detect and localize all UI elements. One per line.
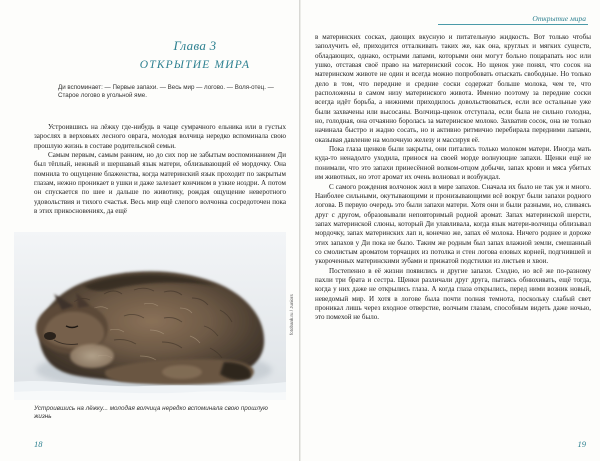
- paragraph: в материнских сосках, дающих вкусную и питательную жидкость. Вот только чтобы заполучить её, приходится отталкивать таких же, как она, круглых и мягких существ, обладающих, однако, острыми лапами, которыми они могут больно поцарапать нос или ушко, отставая своё право на материнский сосок. Но щенок уже понял, что сосок на материнском животе не один и всегда можно попробовать отыскать свободные. Но только дело в том, что передние и средние соски содержат больше молока, чем те, что расположены в самом низу материнского живота. Именно поэтому за передние соски всегда идёт борьба, а нижними приходилось довольствоваться, если все остальные уже были захвачены или высосаны. Волчица-щенок отступала, если была не сильно голодна, но, голодная, она отчаянно боролась за материнское молоко. Захватив сосок, она не только начинала быстро и жадно сосать, но и активно ритмично перебирала передними лапами, оказывая давление на молочную железу и массируя её.: [315, 33, 591, 144]
- right-page: [300, 0, 600, 461]
- wolf-photo: [14, 232, 286, 400]
- page-number-left: 18: [34, 439, 43, 449]
- chapter-number: Глава 3: [173, 38, 217, 53]
- paragraph: Постепенно в её жизни появились и другие запахи. Сходно, но всё же по-разному пахли три брата и сестра. Щенки различали друг друга, пытаясь обнюхивать, ещё тогда, когда у них даже не открылись глаза. А когда глаза открылись, перед ними возник новый, неведомый мир. И хотя в логове была почти полная темнота, поскольку слабый свет проникал лишь через входное отверстие, волчьим глазам, способным видеть даже ночью, это помехой не было.: [315, 266, 591, 322]
- running-head-text: Открытие мира: [532, 14, 586, 23]
- photo-credit: fotobank.ru / Juniors: [289, 294, 294, 335]
- paragraph: С самого рождения волчонок жил в мире запахов. Сначала их было не так уж и много. Наиболее сильными, окутывающими и пронизывающими всё вокруг были запахи родного логова. В первую очередь это были запахи матери. Хотя они и были разными, но, сливаясь друг с другом, образовывали неповторимый родной аромат. Запах материнской шерсти, запах материнской слюны, который Ди улавливала, когда язык матери-волчицы облизывал мордочку, запах материнских лап и, конечно же, запах её молока. Ничего роднее и дороже этих запахов у Ди пока не было. Таким же родным был запах влажной земли, смешанный со смолистым ароматом торчащих из потолка и стен логова еловых корней, подгнившей и укороченных материнскими зубами и прижатой подстилки из листьев и хвои.: [315, 182, 591, 266]
- paragraph: Пока глаза щенков были закрыты, они питались только молоком матери. Иногда мать куда-то ненадолго уходила, принося на своей морде волнующие запахи. Щенки ещё не понимали, что это запахи принесённой волком-отцом добычи, запах крови и мяса убитых им животных, но этот аромат их очень волновал и возбуждал.: [315, 145, 591, 182]
- paragraph: Устроившись на лёжку где-нибудь в чаще сумрачного ельника или в густых зарослях в верховьях лесного оврага, молодая волчица нередко вспоминала свою прошлую жизнь в составе родительской семьи.: [34, 123, 286, 150]
- left-body-text: [34, 123, 286, 216]
- chapter-heading: [105, 38, 285, 71]
- chapter-title: ОТКРЫТИЕ МИРА: [139, 59, 251, 71]
- photo-caption: Устроившись на лёжку... молодая волчица нередко вспоминала свою прошлую жизнь: [34, 405, 268, 421]
- right-body-text: [315, 33, 591, 323]
- chapter-epigraph: Ди вспоминает: — Первые запахи. — Весь мир — логово. — Воля-отец. — Старое логово в угольной яме.: [58, 84, 274, 100]
- paragraph: Самым первым, самым ранним, но до сих пор не забытым воспоминанием Ди был тёплый, нежный и шершавый язык матери, облизывающий её мордочку. Она помнила то ощущение блаженства, когда материнский язык проходит по закрытым глазам, нежно проникает в ушки и даже залезает кончиком в узкие ноздри. А потом он спускается по шее и дальше по животику, рождая ощущение неверотного удовольствия и тихого счастья. Весь мир ещё слепого волчонка сосредоточен пока в этих прикосновениях, да ещё: [34, 151, 286, 216]
- running-head: [438, 10, 588, 25]
- sleeping-wolf-illustration: [14, 232, 286, 400]
- page-number-right: 19: [577, 439, 586, 449]
